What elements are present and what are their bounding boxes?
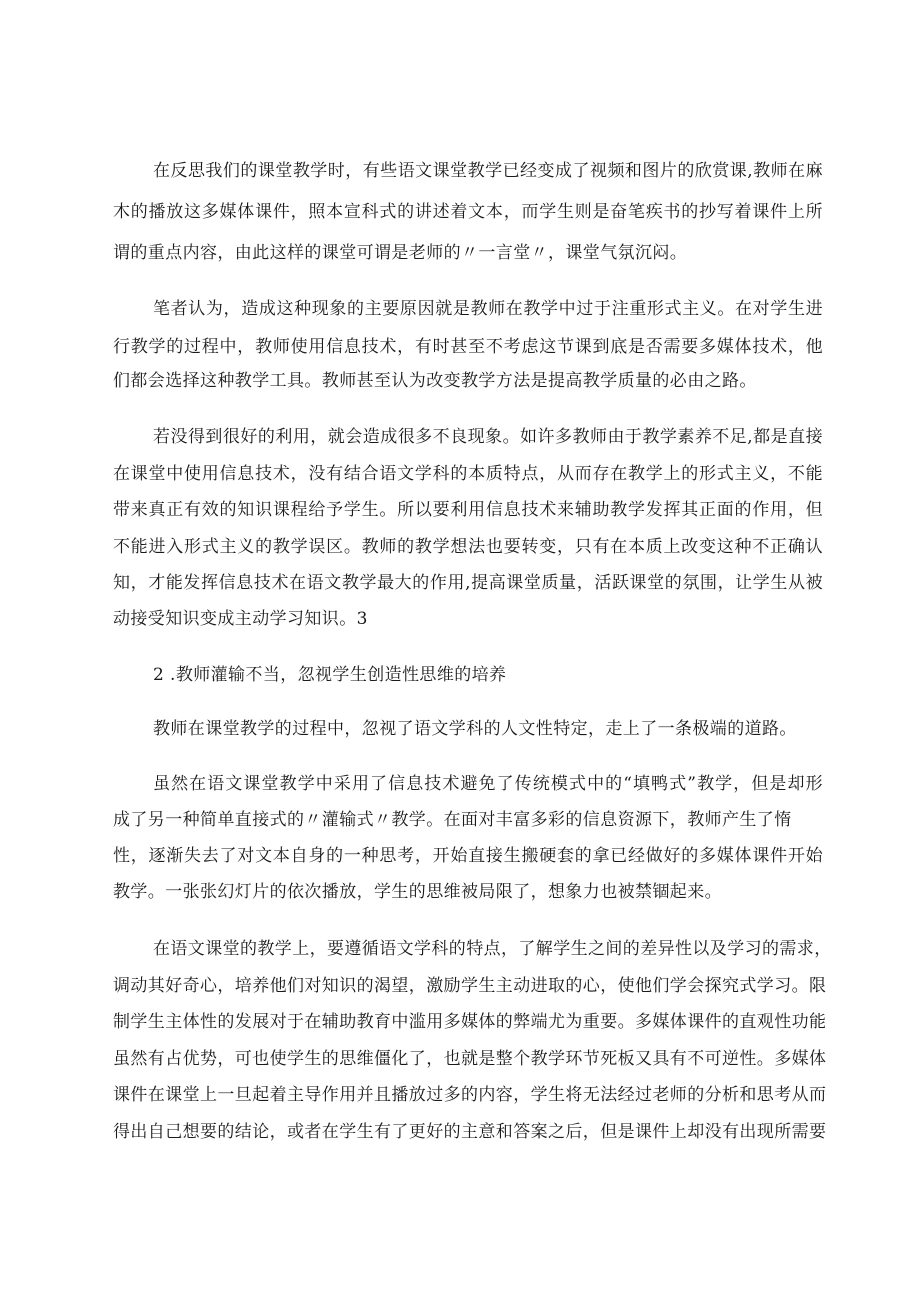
paragraph-7-line-5: 课件在课堂上一旦起着主导作用并且播放过多的内容，学生将无法经过老师的分析和思考从而 <box>113 1085 827 1105</box>
paragraph-7-line-1: 在语文课堂的教学上，要遵循语文学科的特点，了解学生之间的差异性以及学习的需求， <box>153 939 832 959</box>
paragraph-6-line-2: 成了另一种简单直接式的〃灌输式〃教学。在面对丰富多彩的信息资源下，教师产生了惰 <box>113 810 792 830</box>
paragraph-1-line-3: 谓的重点内容，由此这样的课堂可谓是老师的〃一言堂〃，课堂气氛沉闷。 <box>113 243 688 263</box>
paragraph-3-line-2: 在课堂中使用信息技术，没有结合语文学科的本质特点，从而存在教学上的形式主义，不能 <box>113 464 823 484</box>
paragraph-6-line-4: 教学。一张张幻灯片的依次播放，学生的思维被局限了，想象力也被禁锢起来。 <box>113 882 722 902</box>
paragraph-3-line-5: 知，才能发挥信息技术在语文教学最大的作用,提高课堂质量，活跃课堂的氛围，让学生从被 <box>113 573 823 593</box>
paragraph-7-line-2: 调动其好奇心，培养他们对知识的渴望，激励学生主动进取的心，使他们学会探究式学习。限 <box>113 976 827 996</box>
paragraph-2-line-2: 行教学的过程中，教师使用信息技术，有时甚至不考虑这节课到底是否需要多媒体技术，他 <box>113 337 823 357</box>
paragraph-2-line-1: 笔者认为，造成这种现象的主要原因就是教师在教学中过于注重形式主义。在对学生进 <box>153 299 823 319</box>
paragraph-6-line-1: 虽然在语文课堂教学中采用了信息技术避免了传统模式中的“填鸭式”教学，但是却形 <box>153 774 823 794</box>
paragraph-6-line-3: 性，逐渐失去了对文本自身的一种思考，开始直接生搬硬套的拿已经做好的多媒体课件开始 <box>113 846 823 866</box>
paragraph-1-line-2: 木的播放这多媒体课件，照本宣科式的讲述着文本，而学生则是奋笔疾书的抄写着课件上所 <box>113 202 823 222</box>
paragraph-1-line-1: 在反思我们的课堂教学时，有些语文课堂教学已经变成了视频和图片的欣赏课,教师在麻 <box>153 161 823 181</box>
paragraph-7-line-6: 得出自己想要的结论，或者在学生有了更好的主意和答案之后，但是课件上却没有出现所需要 <box>113 1122 827 1142</box>
section-heading: 2 .教师灌输不当，忽视学生创造性思维的培养 <box>153 665 507 685</box>
paragraph-3-line-3: 带来真正有效的知识课程给予学生。所以要利用信息技术来辅助教学发挥其正面的作用，但 <box>113 500 823 520</box>
paragraph-7-line-4: 虽然有占优势，可也使学生的思维僵化了，也就是整个教学环节死板又具有不可逆性。多媒体 <box>113 1049 827 1069</box>
paragraph-3-line-4: 不能进入形式主义的教学误区。教师的教学想法也要转变，只有在本质上改变这种不正确认 <box>113 537 823 557</box>
paragraph-3-line-1: 若没得到很好的利用，就会造成很多不良现象。如许多教师由于教学素养不足,都是直接 <box>153 427 823 447</box>
paragraph-7-line-3: 制学生主体性的发展对于在辅助教育中滥用多媒体的弊端尤为重要。多媒体课件的直观性功能 <box>113 1012 827 1032</box>
paragraph-2-line-3: 们都会选择这种教学工具。教师甚至认为改变教学方法是提高教学质量的必由之路。 <box>113 371 757 391</box>
paragraph-3-line-6: 动接受知识变成主动学习知识。3 <box>113 609 368 629</box>
paragraph-5-line-1: 教师在课堂教学的过程中，忽视了语文学科的人文性特定，走上了一条极端的道路。 <box>153 719 797 739</box>
